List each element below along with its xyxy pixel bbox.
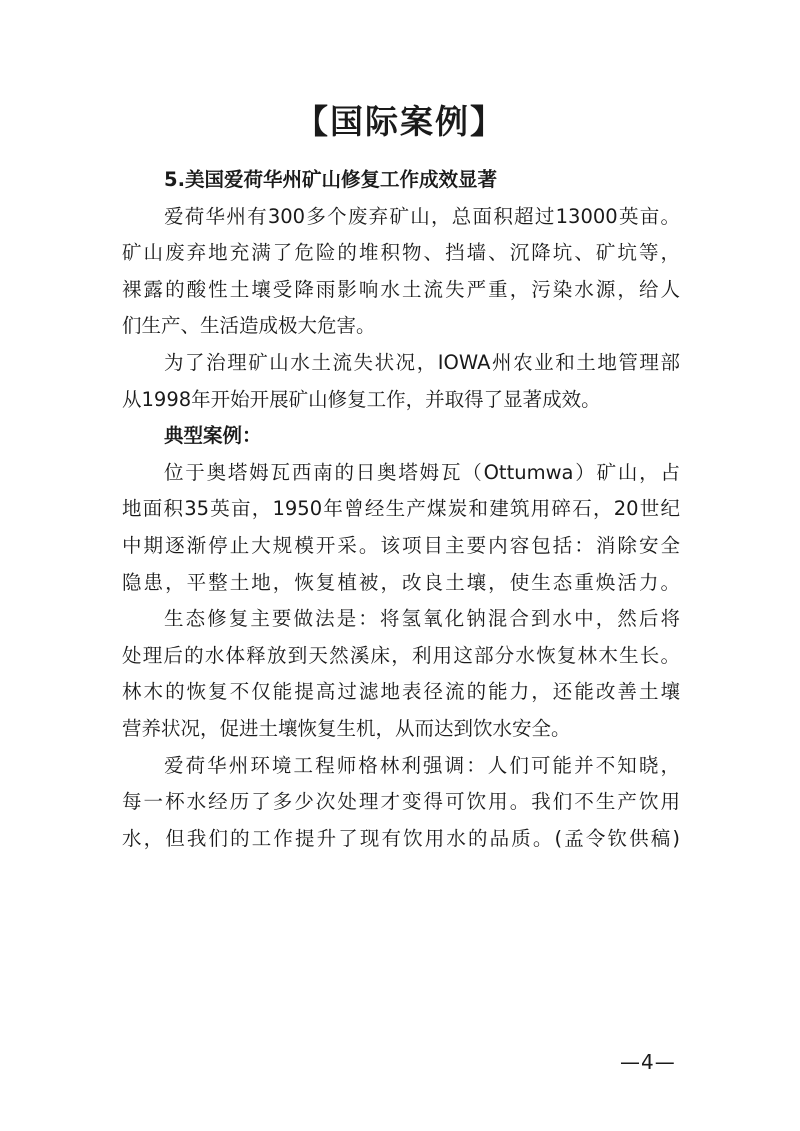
- paragraph-line: 水，但我们的工作提升了现有饮用水的品质。(孟令钦供稿): [122, 826, 680, 850]
- paragraph-line: 爱荷华州有300多个废弃矿山，总面积超过13000英亩。: [164, 204, 680, 228]
- paragraph-line: 位于奥塔姆瓦西南的日奥塔姆瓦（Ottumwa）矿山，占: [164, 460, 680, 484]
- paragraph-line: 从1998年开始开展矿山修复工作，并取得了显著成效。: [122, 387, 601, 411]
- subheading-typical-case: 典型案例：: [164, 424, 262, 448]
- paragraph-line: 生态修复主要做法是：将氢氧化钠混合到水中，然后将: [164, 607, 680, 631]
- article-body: [122, 162, 680, 857]
- paragraph-line: 爱荷华州环境工程师格林利强调：人们可能并不知晓，: [164, 753, 680, 777]
- paragraph-line: 们生产、生活造成极大危害。: [122, 314, 376, 338]
- paragraph-line: 营养状况，促进土壤恢复生机，从而达到饮水安全。: [122, 716, 571, 740]
- paragraph-line: 林木的恢复不仅能提高过滤地表径流的能力，还能改善土壤: [122, 680, 680, 704]
- paragraph-line: 中期逐渐停止大规模开采。该项目主要内容包括：消除安全: [122, 533, 680, 557]
- paragraph-line: 矿山废弃地充满了危险的堆积物、挡墙、沉降坑、矿坑等，: [122, 241, 680, 265]
- page-title: 【国际案例】: [295, 102, 505, 141]
- paragraph-line: 地面积35英亩，1950年曾经生产煤炭和建筑用碎石，20世纪: [122, 497, 680, 521]
- paragraph-line: 每一杯水经历了多少次处理才变得可饮用。我们不生产饮用: [122, 790, 680, 814]
- paragraph-line: 为了治理矿山水土流失状况，IOWA州农业和土地管理部: [164, 350, 680, 374]
- paragraph-line: 隐患，平整土地，恢复植被，改良土壤，使生态重焕活力。: [122, 570, 680, 594]
- page-number: —4—: [620, 1050, 676, 1074]
- paragraph-line: 处理后的水体释放到天然溪床，利用这部分水恢复林木生长。: [122, 643, 680, 667]
- section-heading: 5.美国爱荷华州矿山修复工作成效显著: [164, 168, 497, 191]
- paragraph-line: 裸露的酸性土壤受降雨影响水土流失严重，污染水源，给人: [122, 277, 680, 301]
